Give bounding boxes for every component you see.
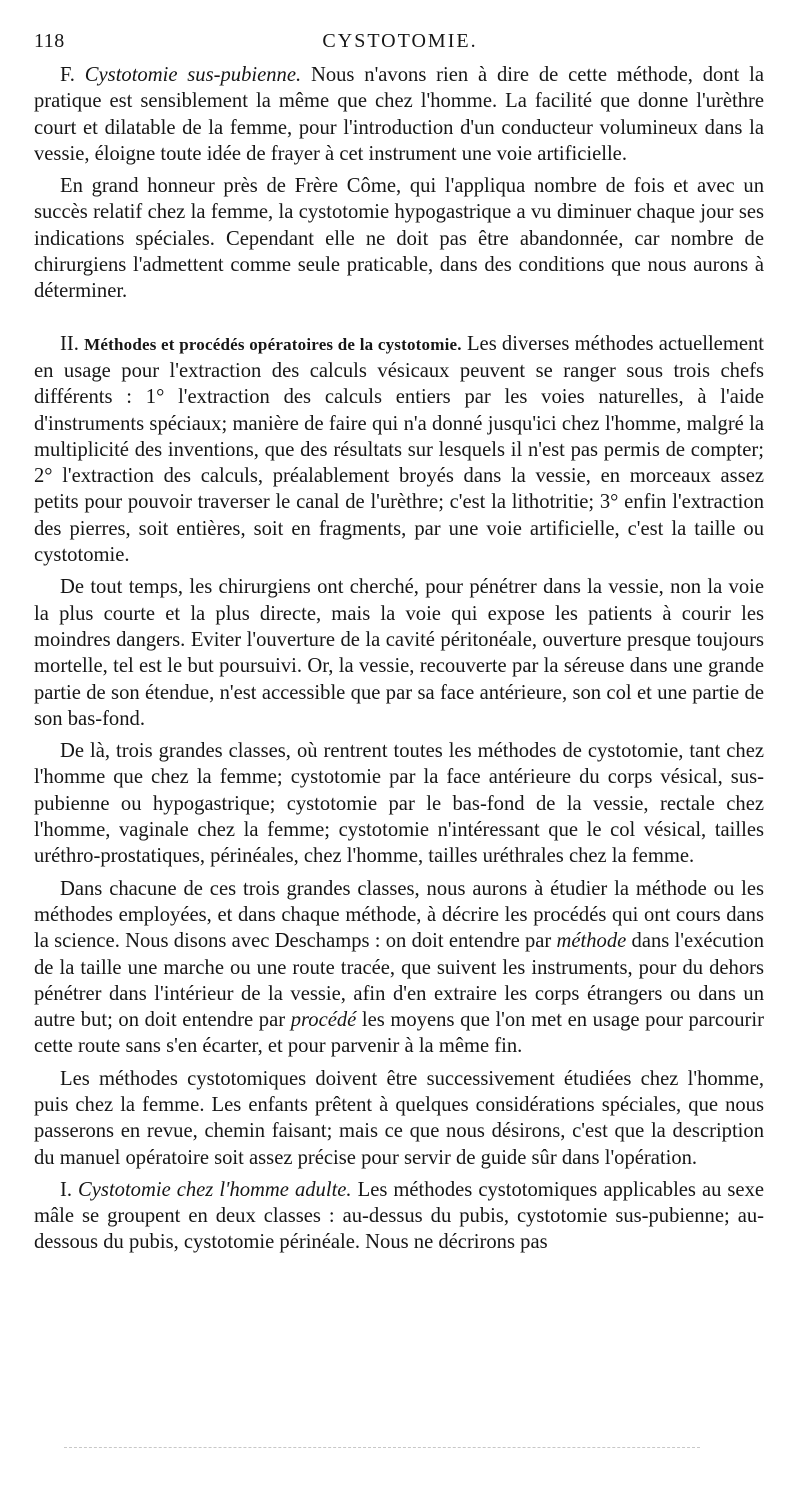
paragraph-text: Nous n'avons rien à dire de cette méthode, dont la pratique est sensiblement la même que chez l'homme. La facilité que donne l'urèthre court et dilatable de la femme, pour l'introduction d'un conducteur volumineux dans la vessie, éloigne toute idée de frayer à cet instrument une voie artificielle. — [34, 64, 765, 165]
paragraph-text: les moyens que l'on met en usage pour parcourir cette route sans s'en écarter, et pour parvenir à la même fin. — [34, 1009, 764, 1058]
page-bottom-specks — [64, 1447, 700, 1450]
paragraph-deschamps — [34, 876, 764, 1060]
page-header — [34, 30, 766, 58]
paragraph-de-tout-temps — [34, 574, 764, 732]
paragraph-text: En grand honneur près de Frère Côme, qui l'appliqua nombre de fois et avec un succès relatif chez la femme, la cystotomie hypogastrique a vu diminuer chaque jour ses indications spéciales. Cependant elle ne doit pas être abandonnée, car nombre de chirurgiens l'admettent comme seule praticable, dans des conditions que nous aurons à déterminer. — [34, 175, 764, 303]
page-number: 118 — [34, 30, 65, 52]
paragraph-text: Les méthodes cystotomiques applicables au sexe mâle se groupent en deux classes : au-dessus du pubis, cystotomie sus-pubienne; au-dessous du pubis, cystotomie périnéale. Nous ne décrirons pas — [34, 1178, 765, 1254]
term-methode: méthode — [556, 930, 627, 953]
paragraph-text: De là, trois grandes classes, où rentrent toutes les méthodes de cystotomie, tant chez l'homme que chez la femme; cystotomie par la face antérieure du corps vésical, sus-pubienne ou hypogastrique; cystotomie par le bas-fond de la vessie, rectale chez l'homme, vaginale chez la femme; cystotomie n'intéressant que le col vésical, tailles uréthro-prostatiques, périnéales, chez l'homme, tailles uréthrales chez la femme. — [34, 740, 764, 868]
paragraph-frere-come — [34, 173, 764, 304]
section-label: F. — [60, 64, 75, 86]
paragraph-methodes-cystotomiques — [34, 1066, 764, 1171]
paragraph-text: Les diverses méthodes actuellement en usage pour l'extraction des calculs vésicaux peuvent se ranger sous trois chefs différents : 1° l'extraction des calculs entiers par les voies naturelles, à l'aide d'instruments spéciaux; manière de faire qui n'a donné jusqu'ici chez l'homme, malgré la multiplicité des inventions, que des résultats sur lesquels il n'est pas permis de compter; 2° l'extraction des calculs, préalablement broyés dans la vessie, en morceaux assez petits pour pouvoir traverser le canal de l'urèthre; c'est la lithotritie; 3° enfin l'extraction des pierres, soit entières, soit en fragments, par une voie artificielle, c'est la taille ou cystotomie. — [34, 332, 764, 567]
paragraph-trois-classes — [34, 738, 764, 869]
term-procede: procédé — [290, 1009, 357, 1032]
paragraph-text: dans l'exécution de la taille une marche ou une route tracée, que suivent les instruments, pour du dehors pénétrer dans l'intérieur de la vessie, afin d'en extraire les corps étrangers ou dans un autre but; on doit entendre par — [34, 930, 765, 1032]
running-title: CYSTOTOMIE. — [322, 30, 478, 52]
section-heading: Cystotomie sus-pubienne. — [84, 64, 302, 86]
section-label: II. — [60, 332, 79, 355]
paragraph-text: Les méthodes cystotomiques doivent être successivement étudiées chez l'homme, puis chez la femme. Les enfants prêtent à quelques considérations spéciales, que nous passerons en revue, chemin faisant; mais ce que nous désirons, c'est que la description du manuel opératoire soit assez précise pour servir de guide sûr dans l'opération. — [34, 1067, 764, 1169]
section-heading: Méthodes et procédés opératoires de la cystotomie. — [84, 334, 462, 354]
page-body — [34, 62, 764, 1256]
section-label: I. — [60, 1178, 73, 1201]
paragraph-cystotomie-sus-pubienne — [34, 62, 764, 167]
paragraph-text: De tout temps, les chirurgiens ont cherché, pour pénétrer dans la vessie, non la voie la plus courte et la plus directe, mais la voie qui expose les patients à courir les moindres dangers. Eviter l'ouverture de la cavité péritonéale, ouverture presque toujours mortelle, tel est le but poursuivi. Or, la vessie, recouverte par la séreuse dans une grande partie de son étendue, n'est accessible que par sa face antérieure, son col et une partie de son bas-fond. — [34, 576, 764, 730]
paragraph-text: Dans chacune de ces trois grandes classes, nous aurons à étudier la méthode ou les méthodes employées, et dans chaque méthode, à décrire les procédés qui ont cours dans la science. Nous disons avec Deschamps : on doit entendre par — [34, 877, 764, 953]
paragraph-methodes-procedes — [34, 331, 764, 569]
section-heading: Cystotomie chez l'homme adulte. — [78, 1178, 352, 1201]
paragraph-homme-adulte — [34, 1177, 764, 1256]
